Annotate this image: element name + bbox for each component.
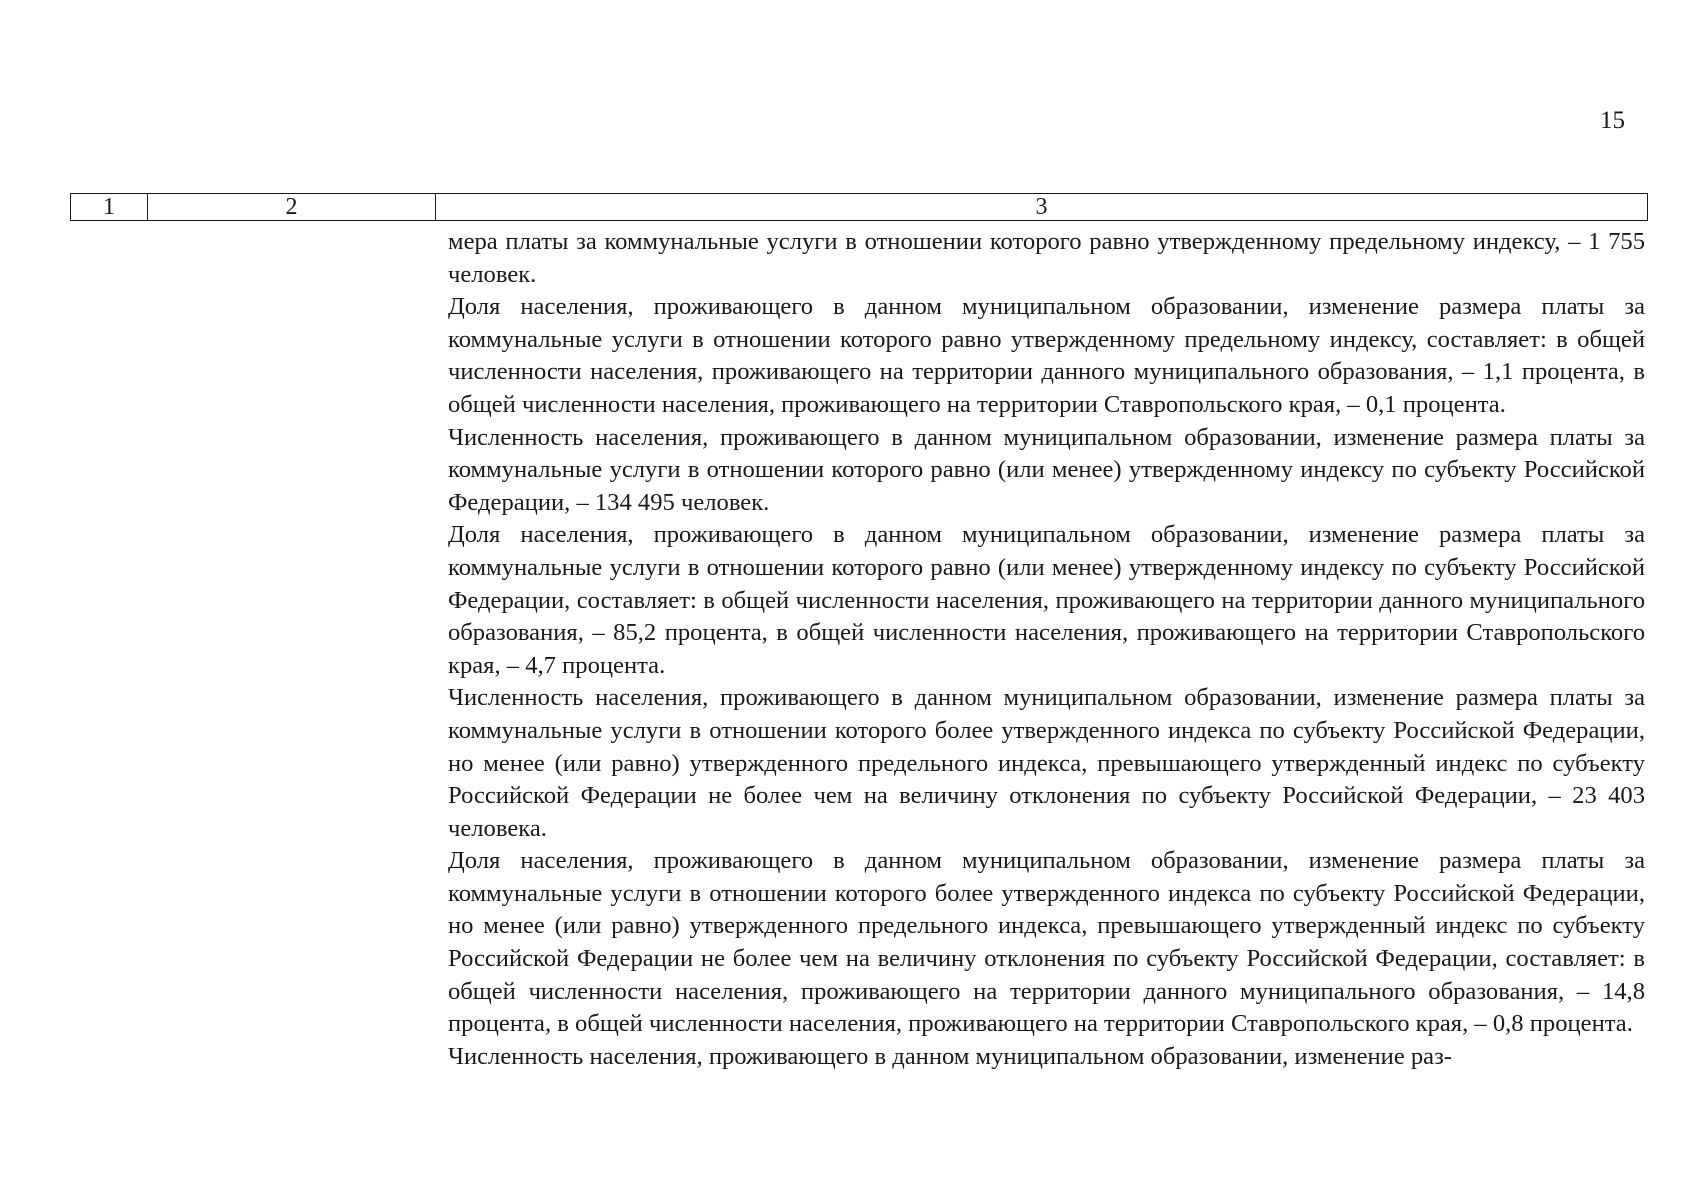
column-header-1: 1 [71,194,148,221]
page-number: 15 [1600,107,1625,134]
column-header-row [71,194,1648,221]
paragraph: Численность населения, проживающего в данном муниципальном образовании, изменение размера платы за коммунальные услуги в отношении которого более утвержденного индекса по субъекту Российской Федерации, но менее (или равно) утвержденного предельного индекса, превышающего утвержденный индекс по субъекту Российской Федерации не более чем на величину отклонения по субъекту Российской Федерации, – 23 403 человека. [448,684,1645,842]
paragraph: Доля населения, проживающего в данном муниципальном образовании, изменение размера платы за коммунальные услуги в отношении которого более утвержденного индекса по субъекту Российской Федерации, но менее (или равно) утвержденного предельного индекса, превышающего утвержденный индекс по субъекту Российской Федерации не более чем на величину отклонения по субъекту Российской Федерации, составляет: в общей численности населения, проживающего на территории данного муниципального образования, – 14,8 процента, в общей численности населения, проживающего на территории Ставропольского края, – 0,8 процента. [448,847,1645,1038]
paragraph: мера платы за коммунальные услуги в отношении которого равно утвержденному предельному индексу, – 1 755 человек. [448,228,1645,288]
column-header-3: 3 [436,194,1648,221]
paragraph: Доля населения, проживающего в данном муниципальном образовании, изменение размера платы за коммунальные услуги в отношении которого равно (или менее) утвержденному индексу по субъекту Российской Федерации, составляет: в общей численности населения, проживающего на территории данного муниципального образования, – 85,2 процента, в общей численности населения, проживающего на территории Ставропольского края, – 4,7 процента. [448,521,1645,679]
paragraph: Численность населения, проживающего в данном муниципальном образовании, изменение раз- [448,1042,1452,1070]
document-body [448,226,1645,1073]
paragraph: Доля населения, проживающего в данном муниципальном образовании, изменение размера платы за коммунальные услуги в отношении которого равно утвержденному предельному индексу, составляет: в общей численности населения, проживающего на территории данного муниципального образования, – 1,1 процента, в общей численности населения, проживающего на территории Ставропольского края, – 0,1 процента. [448,293,1645,418]
column-header-table [70,193,1648,221]
paragraph: Численность населения, проживающего в данном муниципальном образовании, изменение размера платы за коммунальные услуги в отношении которого равно (или менее) утвержденному индексу по субъекту Российской Федерации, – 134 495 человек. [448,423,1645,516]
column-header-2: 2 [148,194,436,221]
